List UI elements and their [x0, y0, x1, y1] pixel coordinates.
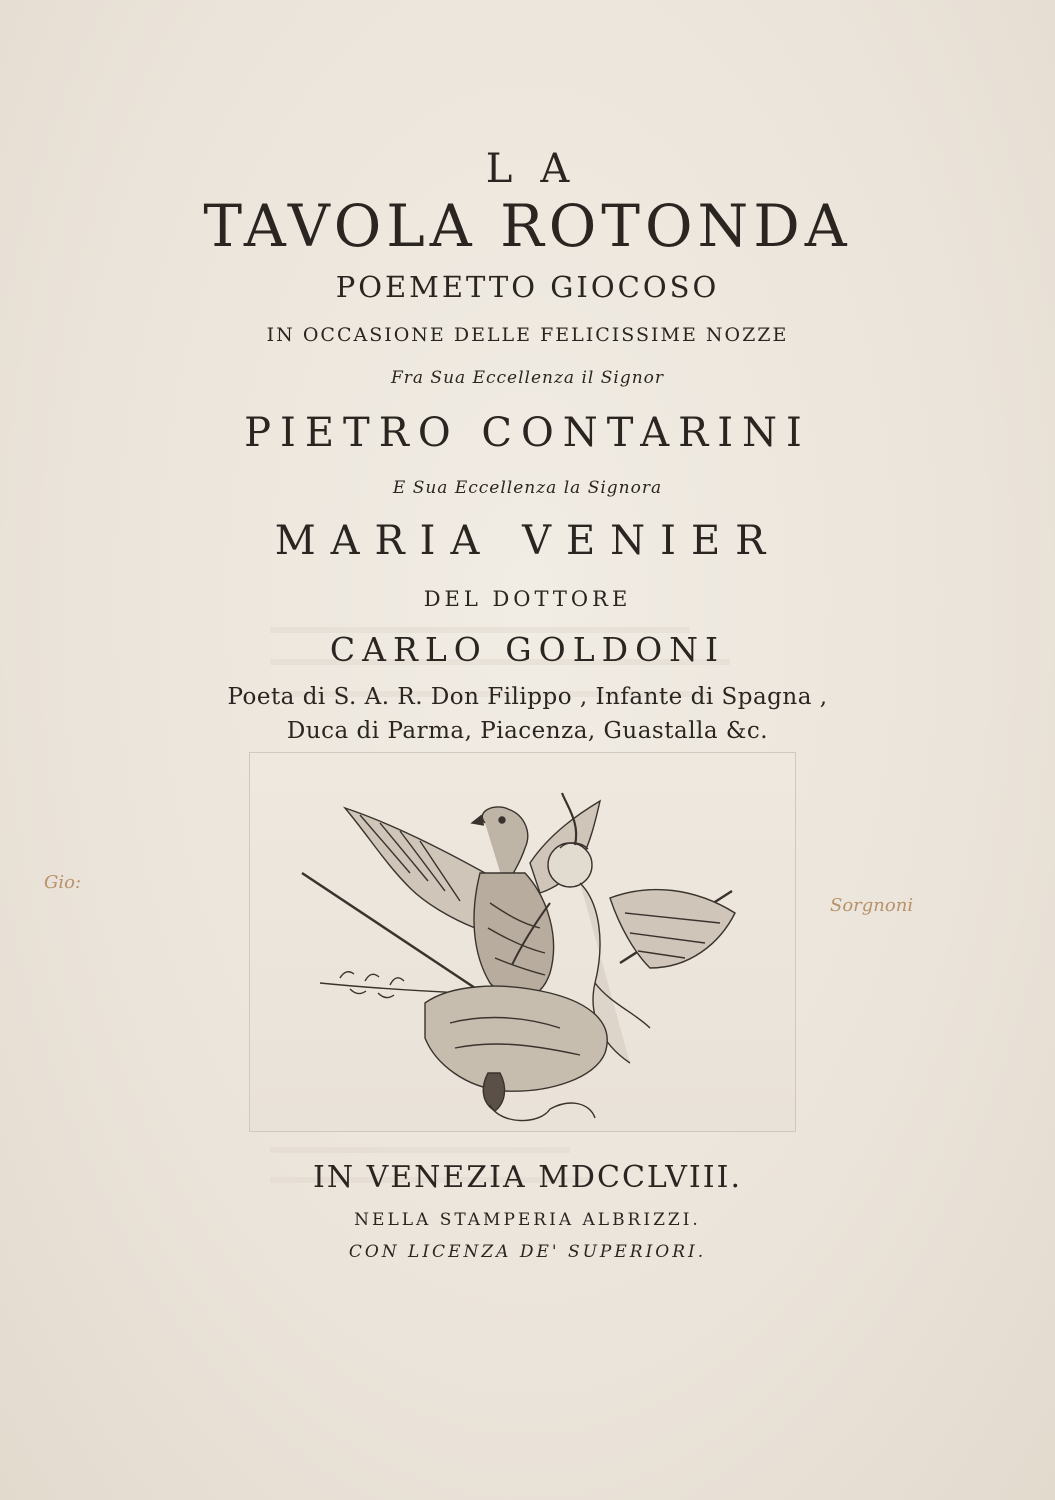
- between-line: Fra Sua Eccellenza il Signor: [390, 368, 665, 388]
- title-article: LA: [485, 146, 598, 192]
- bride-name: MARIA VENIER: [274, 518, 781, 564]
- printer-line: NELLA STAMPERIA ALBRIZZI.: [354, 1210, 701, 1230]
- place-and-date: IN VENEZIA MDCCLVIII.: [312, 1160, 743, 1195]
- and-line: E Sua Eccellenza la Signora: [392, 478, 663, 498]
- by-line: DEL DOTTORE: [423, 587, 632, 611]
- book-title: TAVOLA ROTONDA: [203, 192, 852, 260]
- author-role-line-1: Poeta di S. A. R. Don Filippo , Infante di Spagna ,: [227, 684, 828, 710]
- handwritten-note-left: Gio:: [44, 872, 82, 893]
- author-name: CARLO GOLDONI: [329, 630, 726, 669]
- license-line: CON LICENZA DE' SUPERIORI.: [348, 1242, 707, 1262]
- occasion-line: IN OCCASIONE DELLE FELICISSIME NOZZE: [266, 324, 789, 346]
- engraving-plate: [249, 752, 796, 1132]
- book-subtitle: POEMETTO GIOCOSO: [335, 270, 720, 304]
- handwritten-note-right: Sorgnoni: [830, 895, 914, 916]
- eagle-and-cherub-engraving-icon: [250, 753, 795, 1131]
- author-role-line-2: Duca di Parma, Piacenza, Guastalla &c.: [286, 718, 769, 744]
- groom-name: PIETRO CONTARINI: [244, 410, 811, 456]
